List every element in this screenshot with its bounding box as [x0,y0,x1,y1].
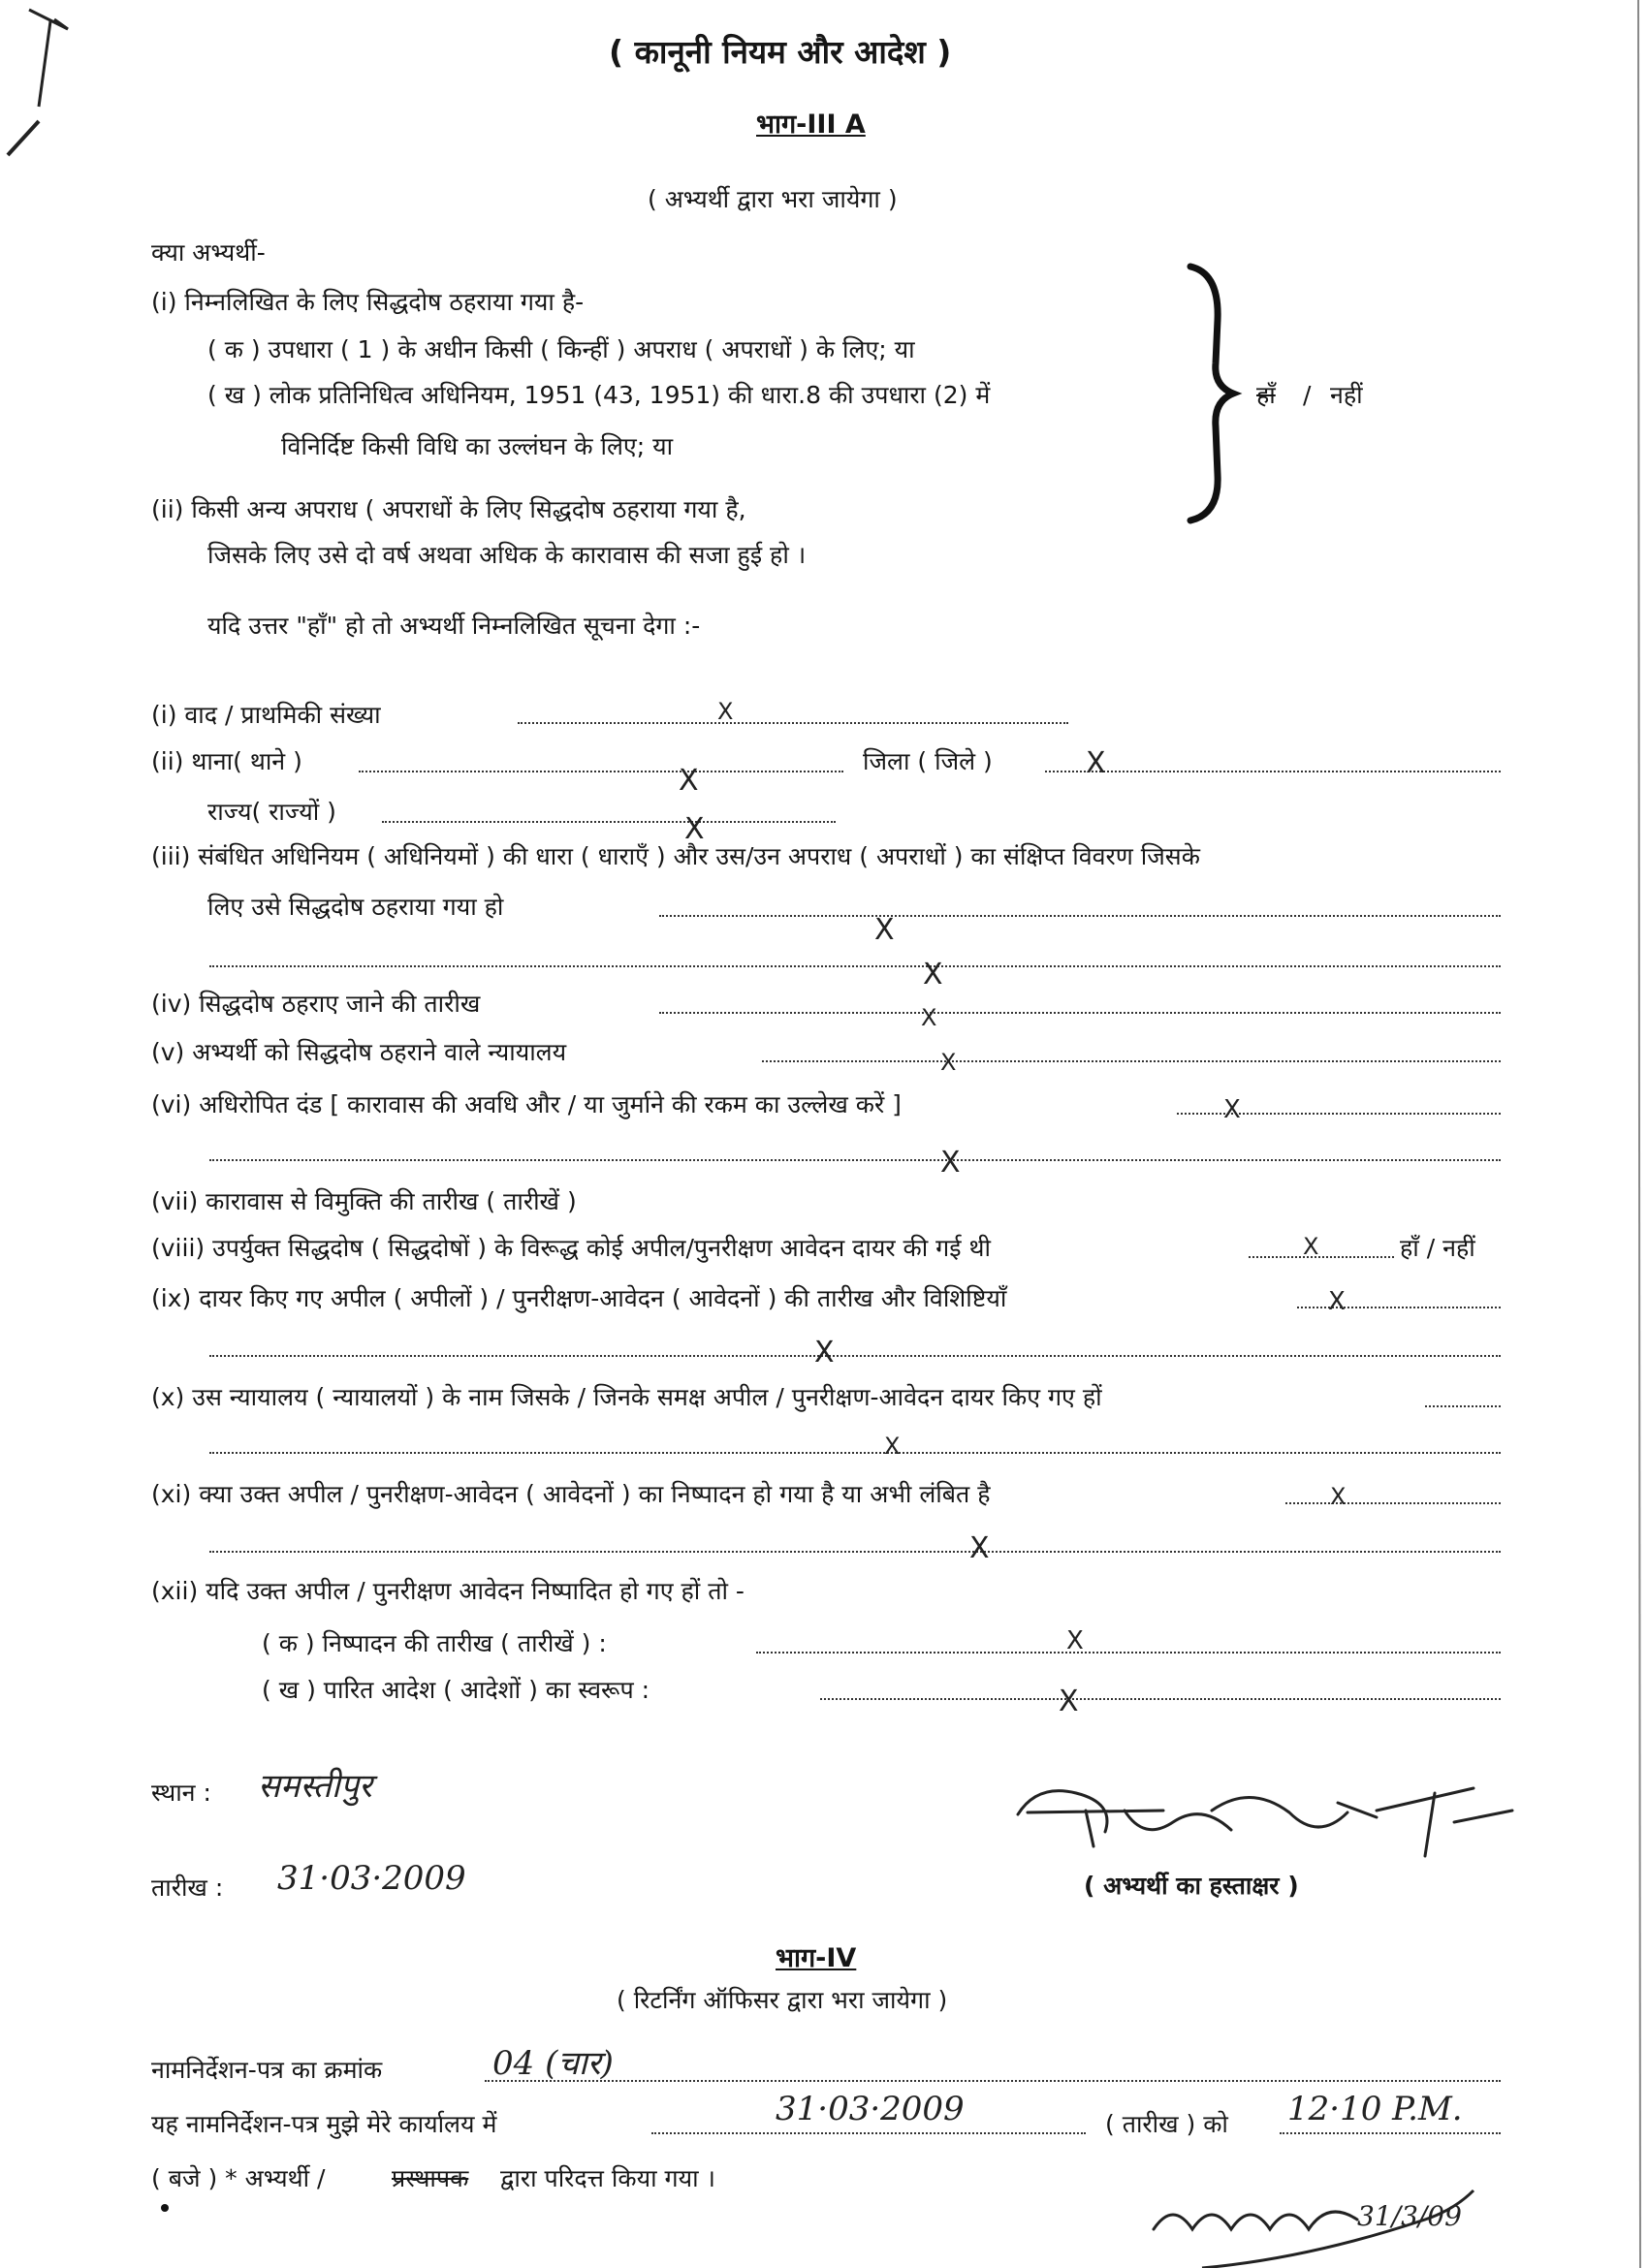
cross-mark: X [717,698,734,725]
serial-label: नामनिर्देशन-पत्र का क्रमांक [151,2056,383,2084]
received-label: यह नामनिर्देशन-पत्र मुझे मेरे कार्यालय में [151,2110,497,2138]
cross-mark: X [684,812,705,846]
detail-appeal-courts: (x) उस न्यायालय ( न्यायालयों ) के नाम जिसके / जिनके समक्ष अपील / पुनरीक्षण-आवेदन दायर किए गए हों [151,1383,1102,1411]
delivery-text-start: ( बजे ) * अभ्यर्थी / [151,2164,326,2192]
part-filled-by: ( अभ्यर्थी द्वारा भरा जायेगा ) [648,185,898,213]
cross-mark: X [921,1004,937,1031]
cross-mark: X [1330,1483,1347,1510]
detail-district: जिला ( जिले ) [863,747,993,775]
date-value: 31·03·2009 [277,1859,466,1898]
detail-order-nature: ( ख ) पारित आदेश ( आदेशों ) का स्वरूप : [262,1676,650,1704]
yes-no-separator: / [1303,381,1312,409]
delivery-text-end: द्वारा परिदत्त किया गया । [500,2164,715,2192]
part-heading: भाग-III A [756,110,866,140]
detail-appeal-particulars: (ix) दायर किए गए अपील ( अपीलों ) / पुनरीक्षण-आवेदन ( आवेदनों ) की तारीख और विशिष्टियाँ [151,1284,1007,1312]
detail-police-station: (ii) थाना( थाने ) [151,747,302,775]
cross-mark: X [814,1336,835,1370]
question-1: (i) निम्नलिखित के लिए सिद्धदोष ठहराया गया है- [151,288,585,316]
received-date: 31·03·2009 [776,2090,965,2128]
detail-case-number: (i) वाद / प्राथमिकी संख्या [151,701,381,729]
cross-mark: X [1066,1626,1084,1655]
detail-conviction-date: (iv) सिद्धदोष ठहराए जाने की तारीख [151,990,481,1018]
cross-mark: X [940,1049,957,1076]
detail-sections-line1: (iii) संबंधित अधिनियम ( अधिनियमों ) की धारा ( धाराएँ ) और उस/उन अपराध ( अपराधों ) का संक्षिप्त विवरण जिसके [151,842,1200,870]
question-2-line1: (ii) किसी अन्य अपराध ( अपराधों के लिए सिद्धदोष ठहराया गया है, [151,495,746,523]
detail-release-date: (vii) कारावास से विमुक्ति की तारीख ( तारीखें ) [151,1187,577,1215]
if-yes-instruction: यदि उत्तर "हाँ" हो तो अभ्यर्थी निम्नलिखित सूचना देगा :- [207,612,701,640]
detail-sections-line2: लिए उसे सिद्धदोष ठहराया गया हो [207,893,504,921]
part4-filled-by: ( रिटर्निंग ऑफिसर द्वारा भरा जायेगा ) [617,1986,948,2014]
place-label: स्थान : [151,1779,211,1807]
cross-mark: X [874,913,895,947]
ro-initials-date: 31/3/09 [1357,2200,1462,2232]
cross-mark: X [679,764,699,798]
yes-option-struck: हाँ [1256,381,1276,409]
intro-text: क्या अभ्यर्थी- [151,238,266,267]
date-word: ( तारीख ) को [1105,2110,1228,2138]
cross-mark: X [923,958,943,992]
cross-mark: X [1328,1287,1346,1316]
detail-appeal-filed: (viii) उपर्युक्त सिद्धदोष ( सिद्धदोषों ) के विरूद्ध कोई अपील/पुनरीक्षण आवेदन दायर की गई थी [151,1234,991,1262]
detail-penalty: (vi) अधिरोपित दंड [ कारावास की अवधि और / या जुर्माने की रकम का उल्लेख करें ] [151,1090,902,1118]
detail-if-disposed: (xii) यदि उक्त अपील / पुनरीक्षण आवेदन निष्पादित हो गए हों तो - [151,1577,745,1605]
cross-mark: X [1303,1233,1319,1260]
question-1-ka: ( क ) उपधारा ( 1 ) के अधीन किसी ( किन्हीं ) अपराध ( अपराधों ) के लिए; या [207,335,915,363]
cross-mark: X [969,1531,990,1565]
no-option: नहीं [1330,381,1363,409]
question-1-kha-line1: ( ख ) लोक प्रतिनिधित्व अधिनियम, 1951 (43, 1951) की धारा.8 की उपधारा (2) में [207,381,991,409]
received-time: 12·10 P.M. [1287,2090,1463,2128]
cross-mark: X [1059,1685,1079,1718]
candidate-signature-caption: ( अभ्यर्थी का हस्ताक्षर ) [1084,1872,1299,1900]
detail-state: राज्य( राज्यों ) [207,798,336,826]
detail-disposal-date: ( क ) निष्पादन की तारीख ( तारीखें ) : [262,1629,607,1657]
date-label: तारीख : [151,1874,224,1902]
cross-mark: X [1086,746,1106,780]
detail-appeal-filed-options: हाँ / नहीं [1400,1234,1475,1262]
question-1-kha-line2: विनिर्दिष्ट किसी विधि का उल्लंघन के लिए; या [281,432,674,460]
detail-court: (v) अभ्यर्थी को सिद्धदोष ठहराने वाले न्यायालय [151,1038,567,1066]
cross-mark: X [1223,1095,1241,1124]
part4-heading: भाग-IV [776,1943,857,1973]
serial-value: 04 (चार) [492,2044,614,2083]
page-title: ( कानूनी नियम और आदेश ) [609,33,952,71]
place-value: समस्तीपुर [258,1767,372,1806]
cross-mark: X [940,1146,961,1180]
cross-mark: X [884,1433,901,1460]
proposer-struck: प्रस्थापक [392,2164,469,2192]
detail-appeal-status: (xi) क्या उक्त अपील / पुनरीक्षण-आवेदन ( आवेदनों ) का निष्पादन हो गया है या अभी लंबित है [151,1480,991,1508]
question-2-line2: जिसके लिए उसे दो वर्ष अथवा अधिक के कारावास की सजा हुई हो । [207,541,807,569]
